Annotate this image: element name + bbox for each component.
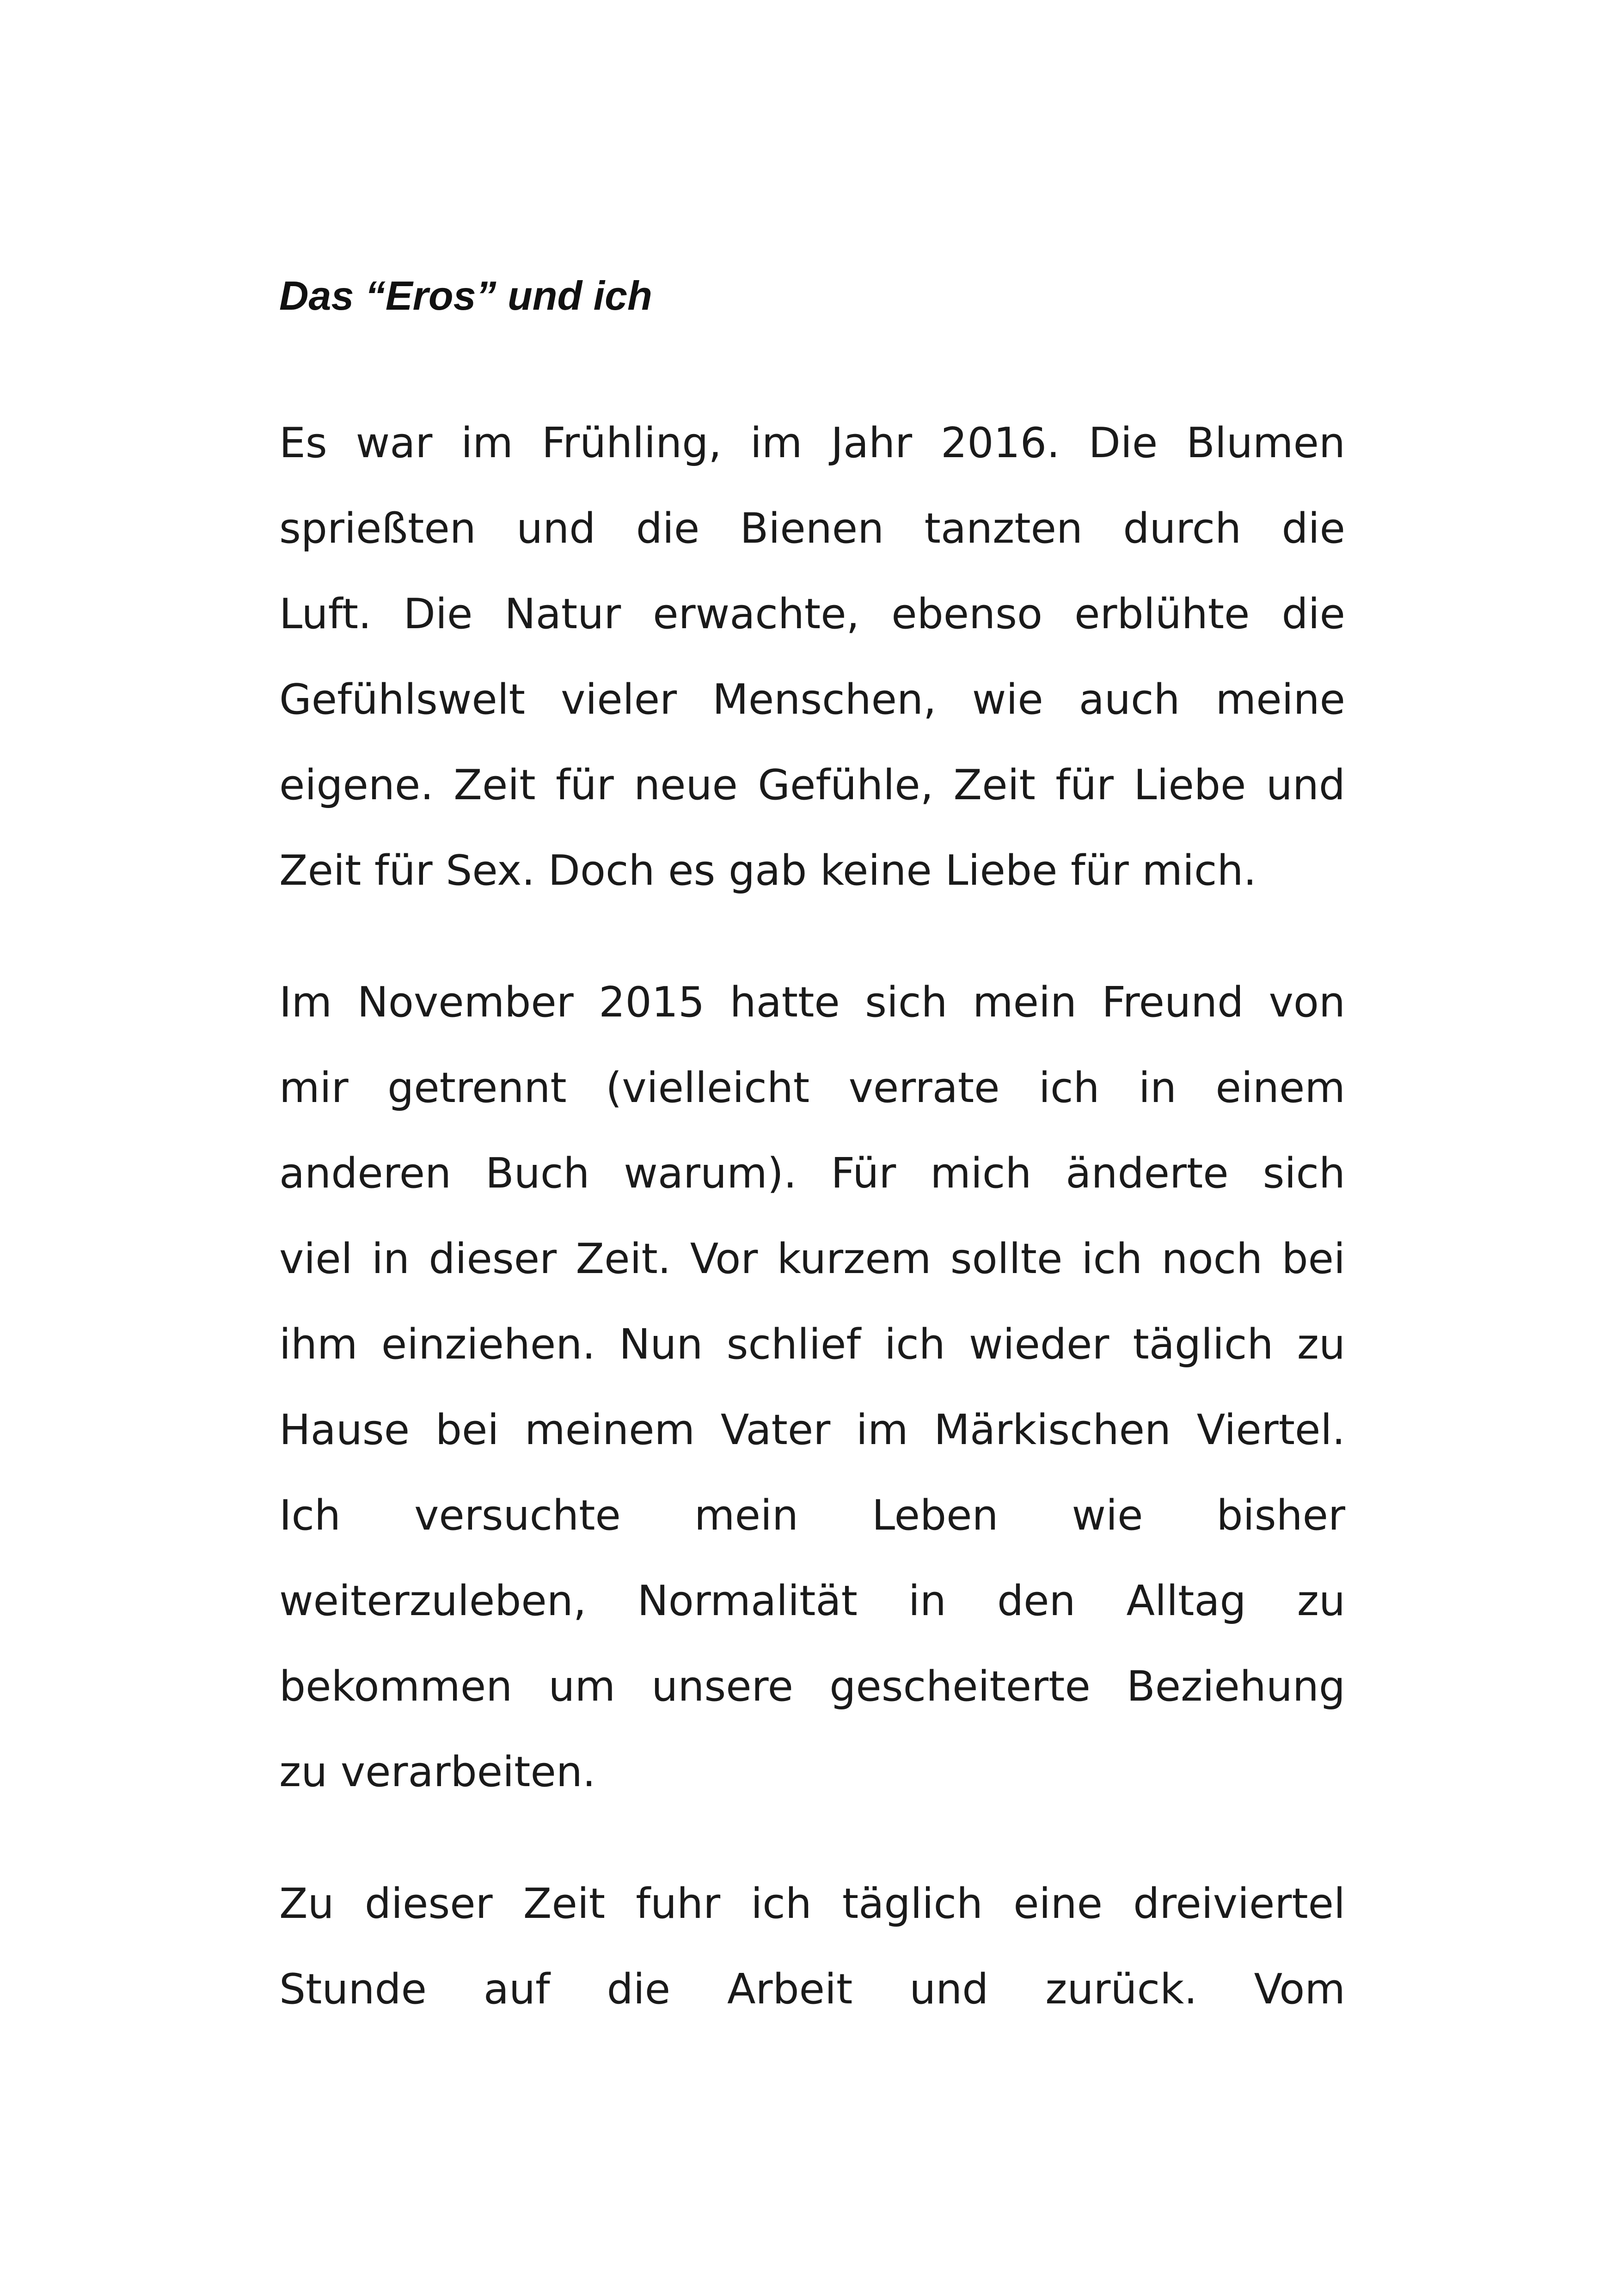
text-line: eigene. Zeit für neue Gefühle, Zeit für Liebe und — [279, 761, 1345, 809]
text-line: Zu dieser Zeit fuhr ich täglich eine dreiviertel — [279, 1880, 1345, 1928]
text-line: Stunde auf die Arbeit und zurück. Vom — [279, 1965, 1345, 2014]
text-line: Es war im Frühling, im Jahr 2016. Die Blumen — [279, 419, 1345, 467]
text-line: ihm einziehen. Nun schlief ich wieder täglich zu — [279, 1320, 1345, 1369]
text-line: Zeit für Sex. Doch es gab keine Liebe für mich. — [279, 846, 1257, 895]
text-line: Hause bei meinem Vater im Märkischen Viertel. — [279, 1406, 1345, 1454]
text-line: zu verarbeiten. — [279, 1748, 596, 1796]
paragraph-2 — [279, 960, 1345, 1815]
text-line: Ich versuchte mein Leben wie bisher — [279, 1491, 1345, 1540]
paragraph-spacer — [279, 913, 1345, 960]
document-body — [279, 273, 1345, 2032]
paragraph-1 — [279, 400, 1345, 913]
text-line: Luft. Die Natur erwachte, ebenso erblühte die — [279, 590, 1345, 638]
text-line: Gefühlswelt vieler Menschen, wie auch meine — [279, 675, 1345, 724]
text-line: Im November 2015 hatte sich mein Freund von — [279, 978, 1345, 1027]
text-line: weiterzuleben, Normalität in den Alltag zu — [279, 1577, 1345, 1625]
text-line: sprießten und die Bienen tanzten durch die — [279, 504, 1345, 553]
text-line: mir getrennt (vielleicht verrate ich in einem — [279, 1064, 1345, 1112]
text-line: anderen Buch warum). Für mich änderte sich — [279, 1149, 1345, 1198]
text-line: viel in dieser Zeit. Vor kurzem sollte ich noch bei — [279, 1235, 1345, 1283]
paragraph-3 — [279, 1861, 1345, 2032]
chapter-title: Das “Eros” und ich — [279, 273, 652, 318]
text-line: bekommen um unsere gescheiterte Beziehung — [279, 1662, 1345, 1711]
paragraph-spacer — [279, 1815, 1345, 1861]
